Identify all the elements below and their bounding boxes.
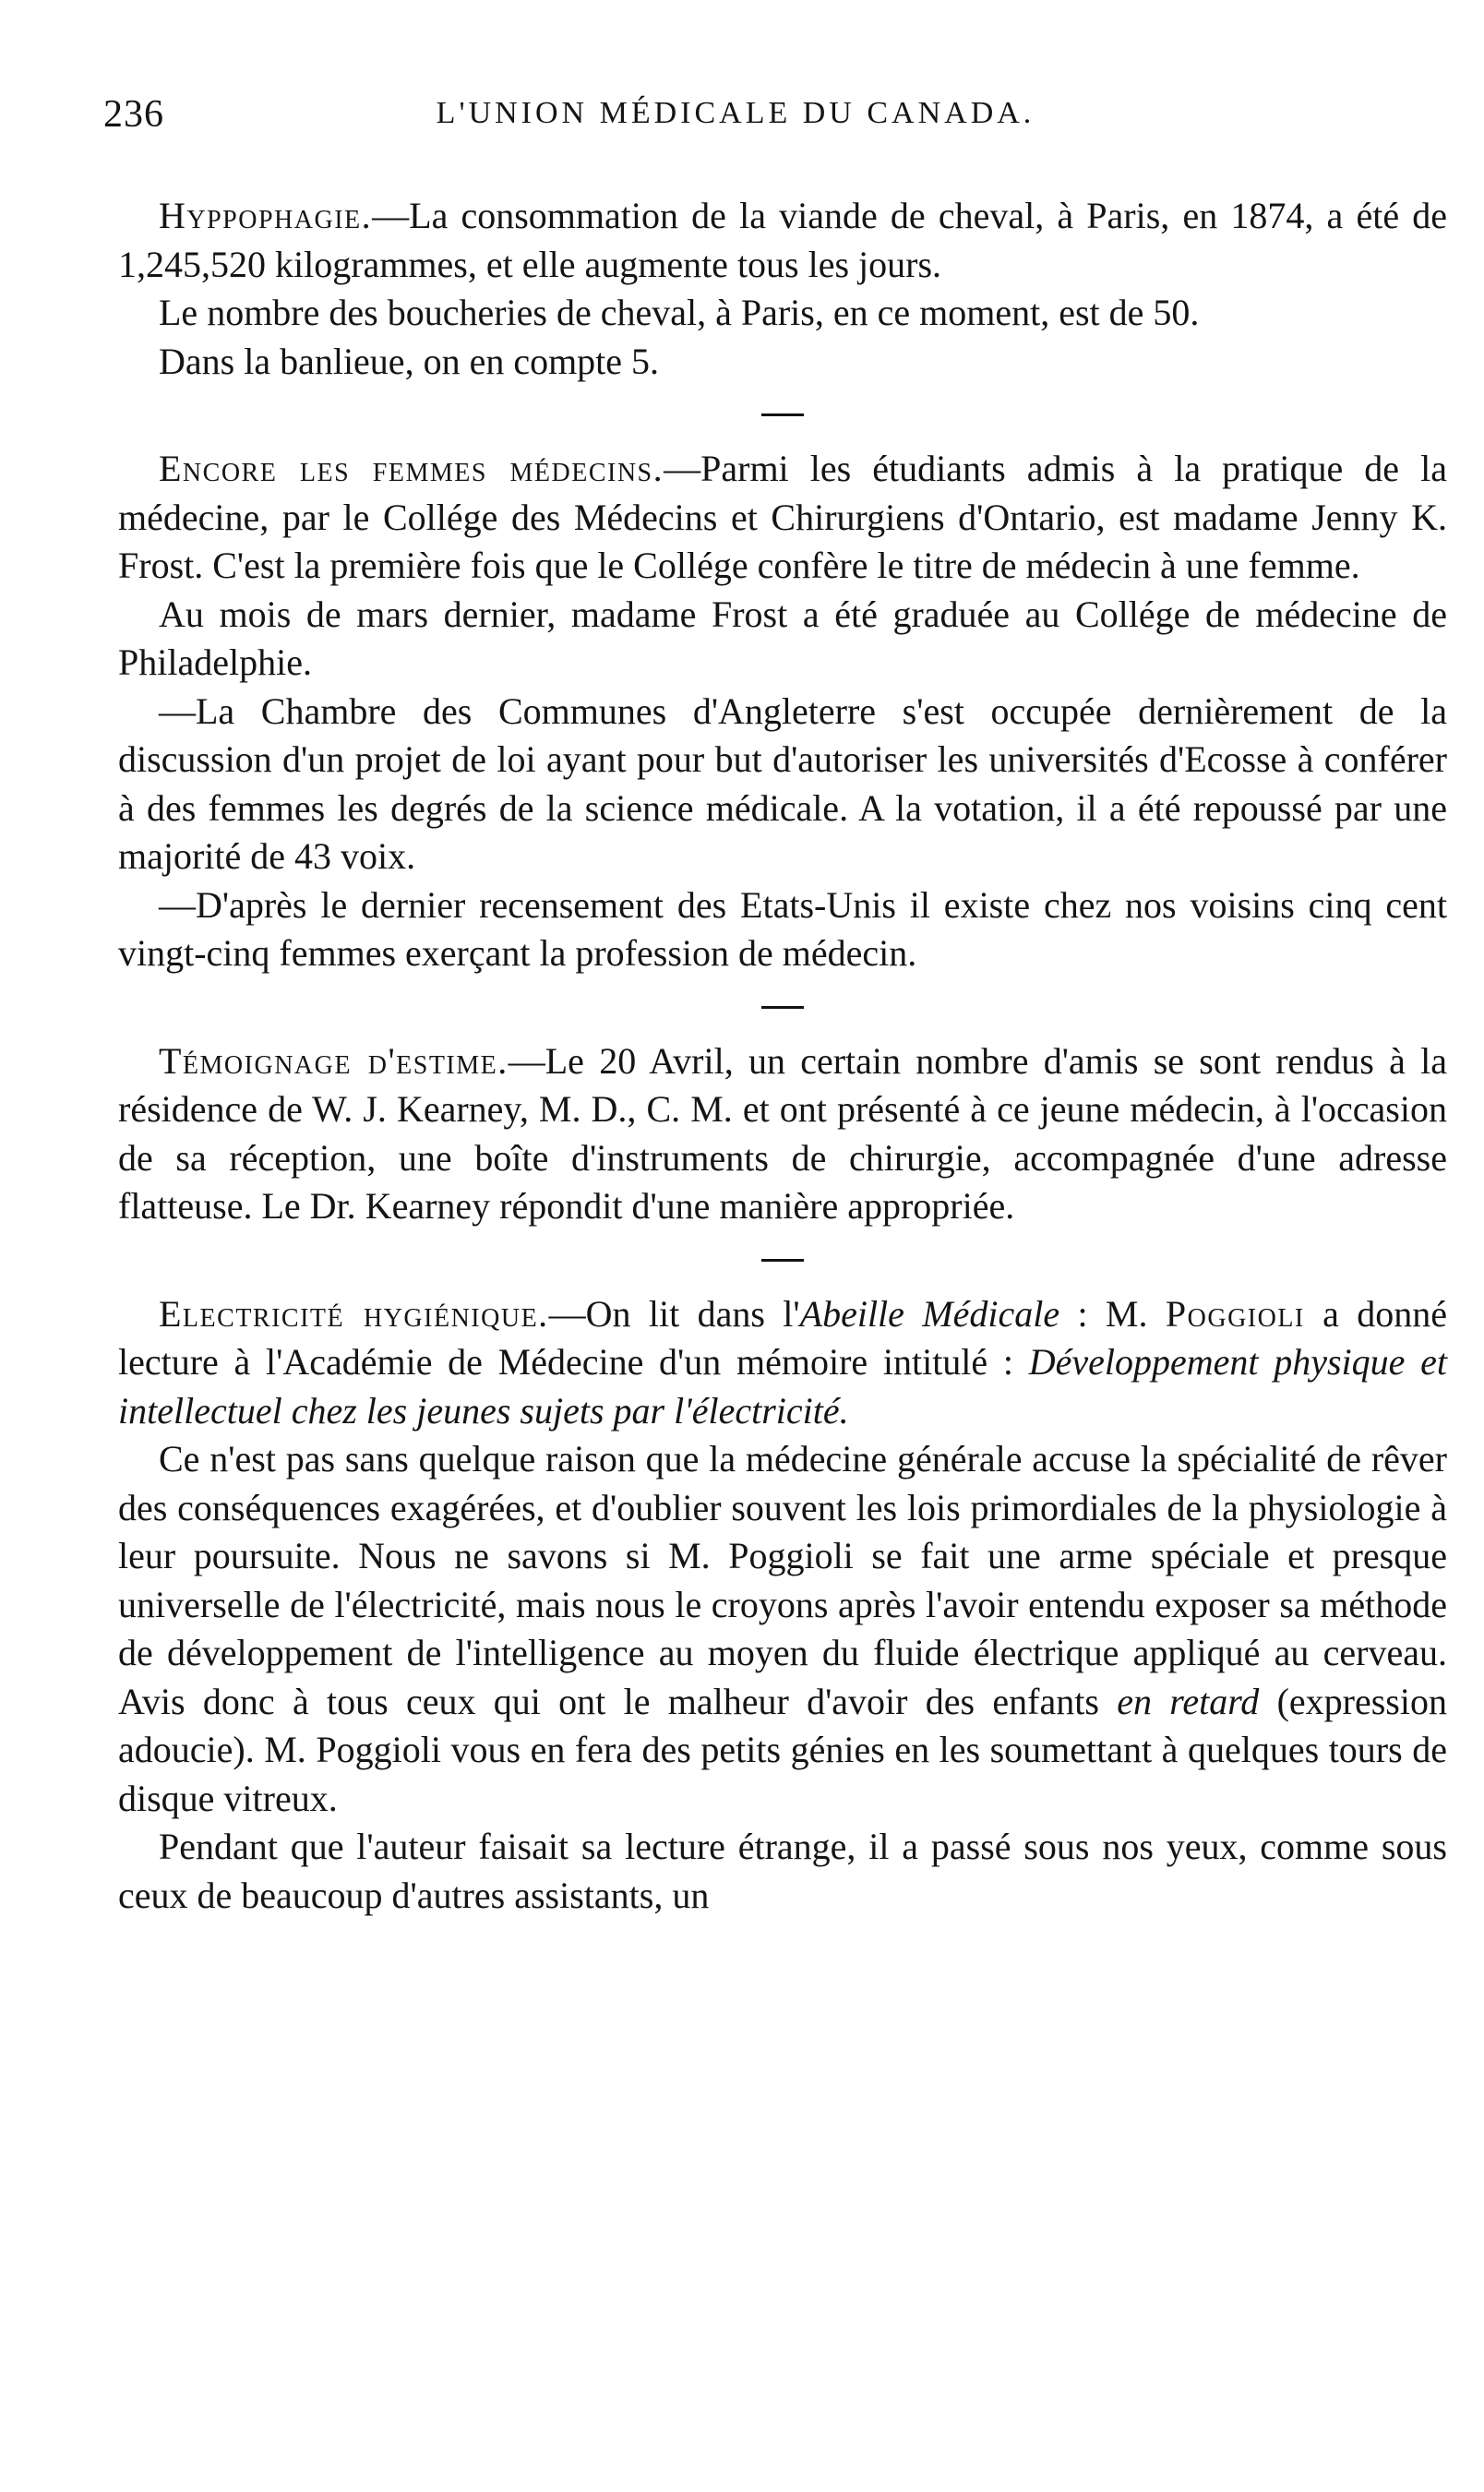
source-title: Abeille Médicale <box>799 1292 1060 1335</box>
separator-rule <box>761 413 804 416</box>
section-heading-electricite: Electricité hygiénique. <box>159 1292 549 1335</box>
paragraph-femmes-medecins-2: Au mois de mars dernier, madame Frost a été graduée au Collége de médecine de Philadelphie. <box>118 593 1447 683</box>
author-name: Poggioli <box>1165 1292 1305 1335</box>
paragraph-text: : M. <box>1059 1292 1166 1335</box>
section-separator <box>118 386 1447 445</box>
paragraph-text: a donné lecture à l'Académie de Médecine d'un mémoire intitulé : <box>118 1292 1447 1383</box>
page-number: 236 <box>103 93 164 136</box>
paragraph-femmes-medecins-1 <box>118 445 1447 591</box>
paragraph-femmes-medecins-3: —La Chambre des Communes d'Angleterre s'est occupée dernièrement de la discussion d'un projet de loi ayant pour but d'autoriser les universités d'Ecosse à conférer à des femmes les degrés de la science médicale. A la votation, il a été repoussé par une majorité de 43 voix. <box>118 689 1447 877</box>
paragraph-text: (expression adoucie). M. Poggioli vous en fera des petits génies en les soumettant à quelques tours de disque vitreux. <box>118 1680 1447 1819</box>
paragraph-temoignage-1 <box>118 1037 1447 1231</box>
paragraph-hyppophagie-1 <box>118 192 1447 289</box>
running-header <box>103 92 1395 148</box>
paragraph-text: —Le 20 Avril, un certain nombre d'amis se sont rendus à la résidence de W. J. Kearney, M. D., C. M. et ont présenté à ce jeune médecin, à l'occasion de sa réception, une boîte d'instruments de chirurgie, accompagnée d'une adresse flatteuse. Le Dr. Kearney répondit d'une manière appropriée. <box>118 1039 1447 1227</box>
section-separator <box>118 978 1447 1037</box>
section-separator <box>118 1231 1447 1290</box>
section-heading-femmes-medecins: Encore les femmes médecins. <box>159 448 664 489</box>
paragraph-electricite-2 <box>118 1435 1447 1823</box>
separator-rule <box>761 1259 804 1262</box>
italic-phrase: en retard <box>1117 1680 1260 1722</box>
paragraph-femmes-medecins-4: —D'après le dernier recensement des Etats-Unis il existe chez nos voisins cinq cent vingt-cinq femmes exerçant la profession de médecin. <box>118 883 1447 974</box>
section-heading-hyppophagie: Hyppophagie. <box>159 195 373 236</box>
running-title: L'UNION MÉDICALE DU CANADA. <box>436 96 1035 130</box>
memoir-title: Développement physique et intellectuel chez les jeunes sujets par l'électricité. <box>118 1341 1447 1432</box>
paragraph-hyppophagie-3: Dans la banlieue, on en compte 5. <box>159 340 660 382</box>
paragraph-text: —Parmi les étudiants admis à la pratique de la médecine, par le Collége des Médecins et Chirurgiens d'Ontario, est madame Jenny K. Frost. C'est la première fois que le Collége confère le titre de médecin à une femme. <box>118 448 1447 586</box>
paragraph-text: Ce n'est pas sans quelque raison que la médecine générale accuse la spécialité de rêver des conséquences exagérées, et d'oublier souvent les lois primordiales de la physiologie à leur poursuite. Nous ne savons si M. Poggioli se fait une arme spéciale et presque universelle de l'électricité, mais nous le croyons après l'avoir entendu exposer sa méthode de développement de l'intelligence au moyen du fluide électrique appliqué au cerveau. Avis donc à tous ceux qui ont le malheur d'avoir des enfants <box>118 1438 1447 1722</box>
paragraph-electricite-1 <box>118 1290 1447 1436</box>
paragraph-electricite-3: Pendant que l'auteur faisait sa lecture étrange, il a passé sous nos yeux, comme sous ceux de beaucoup d'autres assistants, un <box>118 1826 1447 1916</box>
paragraph-hyppophagie-2: Le nombre des boucheries de cheval, à Paris, en ce moment, est de 50. <box>159 292 1200 333</box>
section-heading-temoignage: Témoignage d'estime. <box>159 1039 509 1082</box>
separator-rule <box>761 1006 804 1009</box>
paragraph-text: —On lit dans l' <box>548 1292 800 1335</box>
paragraph-text: —La consommation de la viande de cheval, à Paris, en 1874, a été de 1,245,520 kilogrammes, et elle augmente tous les jours. <box>118 195 1447 285</box>
article-body <box>118 192 1447 1920</box>
